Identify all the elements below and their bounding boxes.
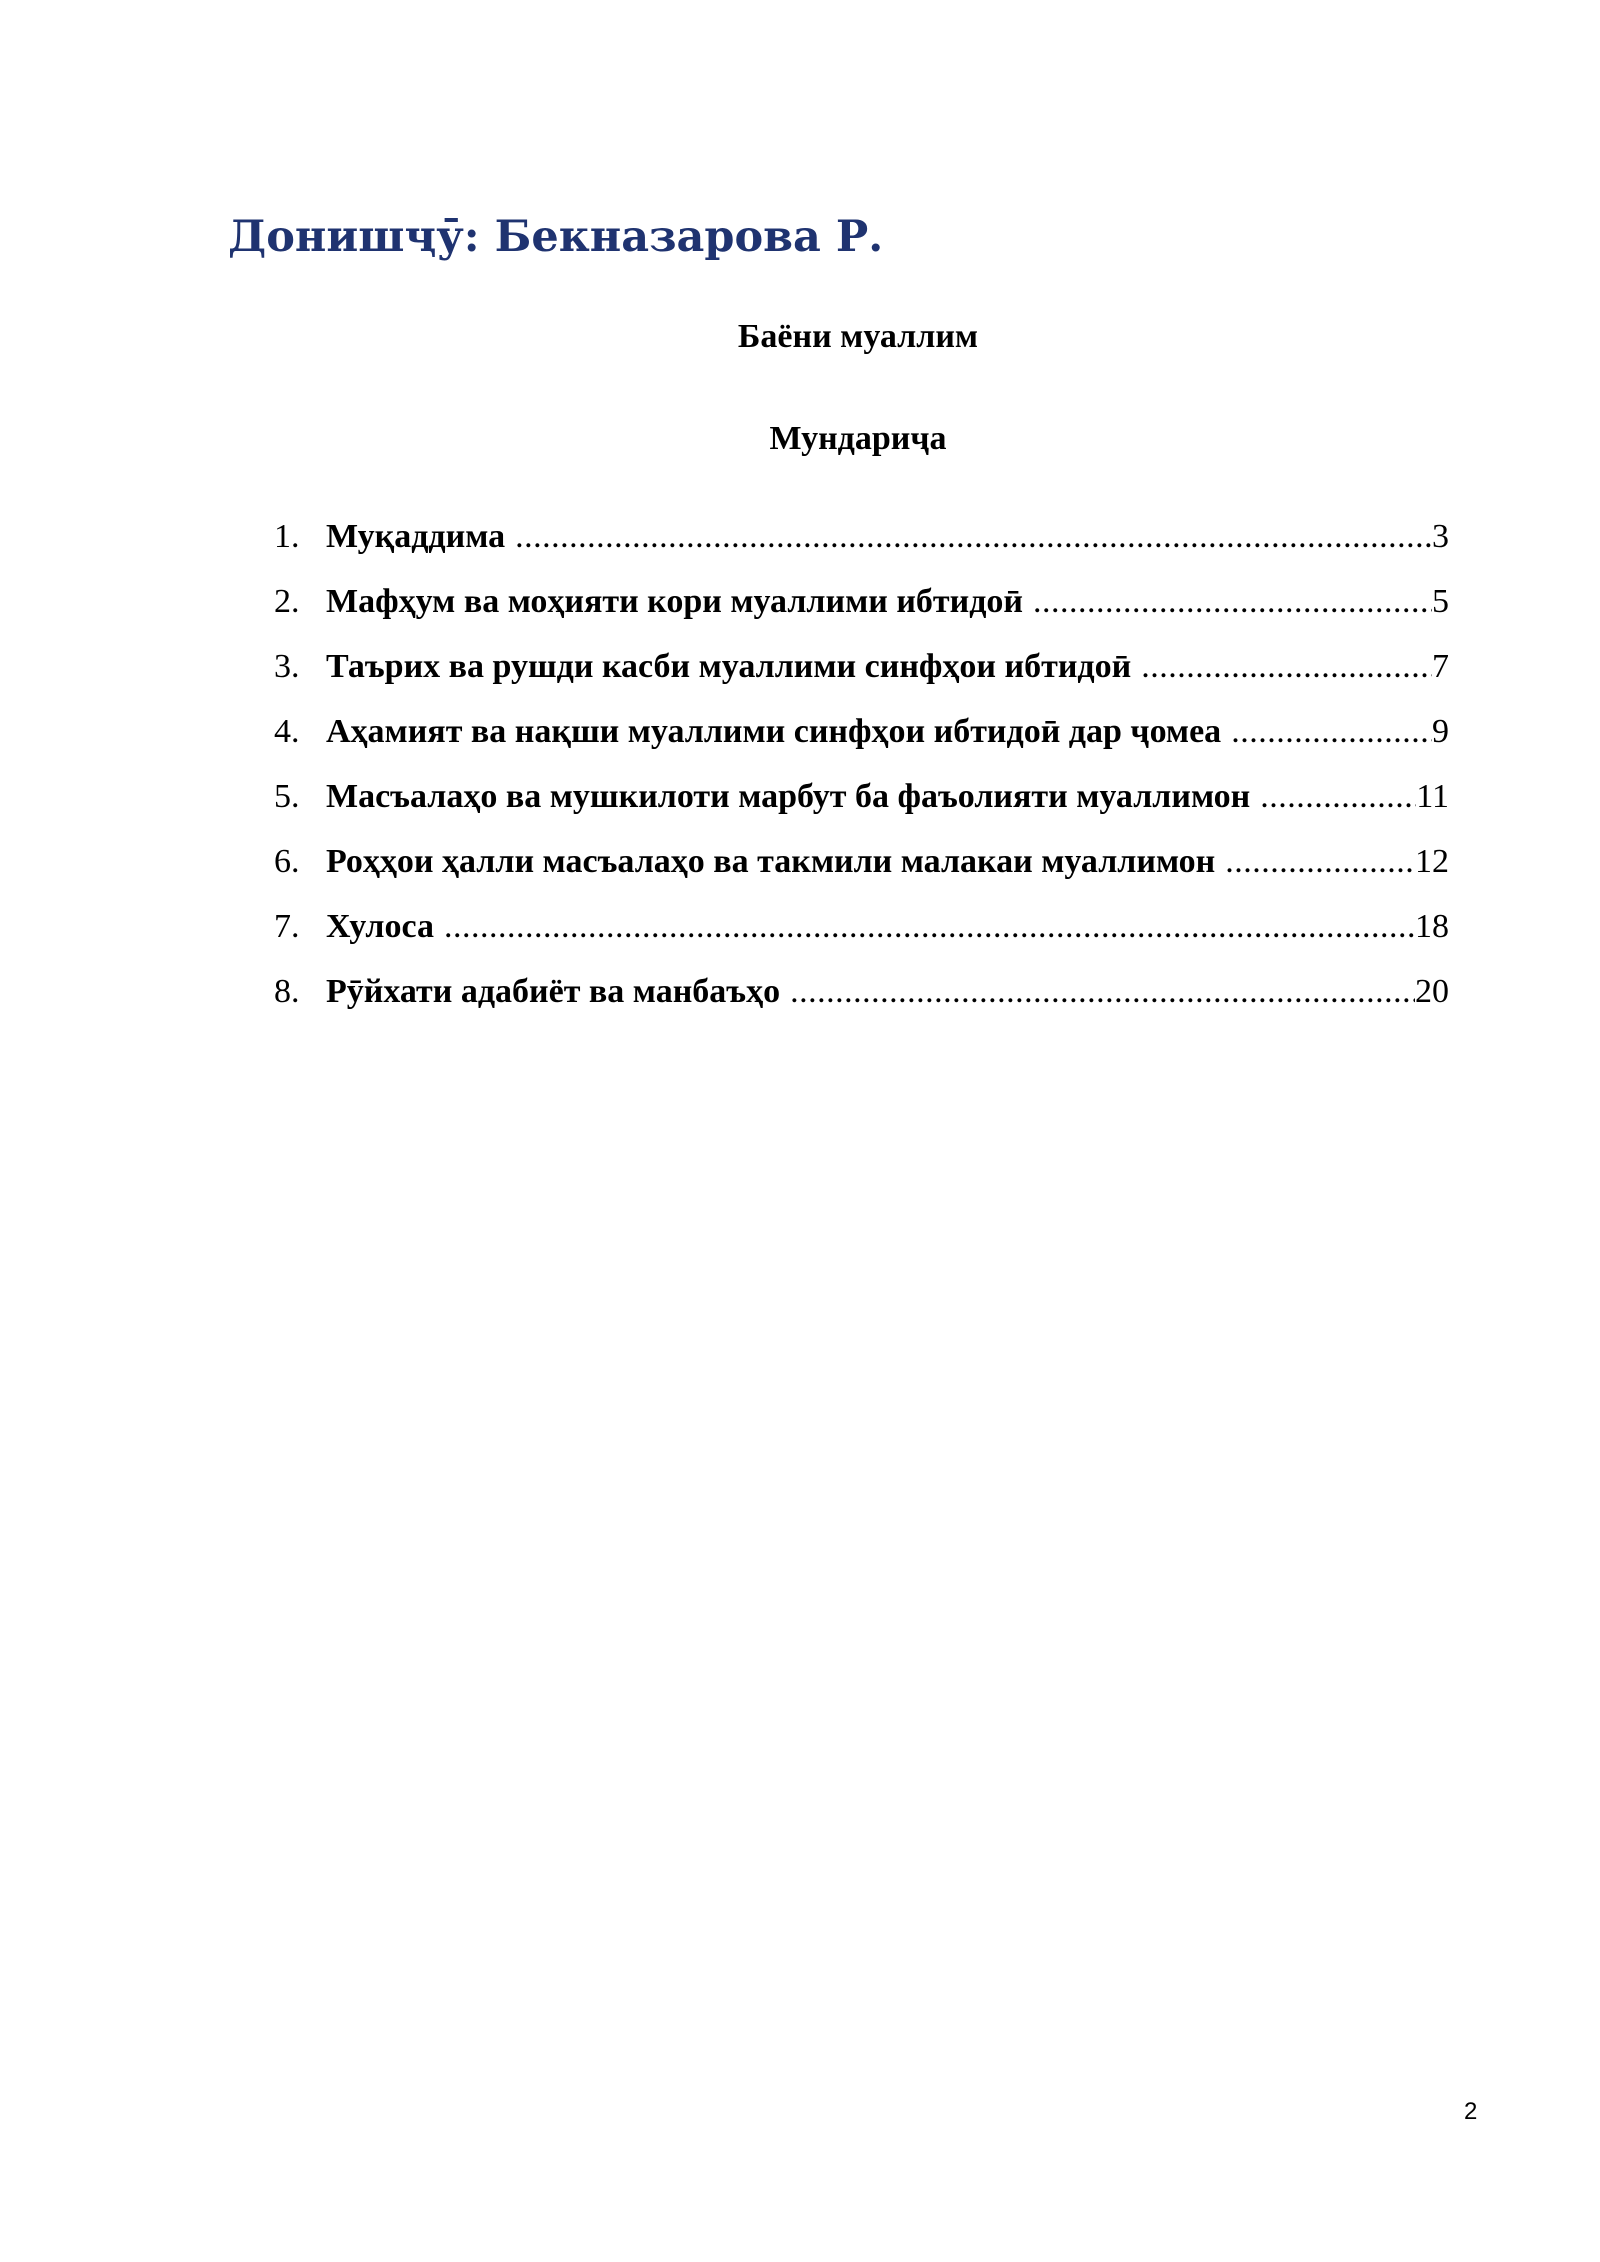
toc-leader-dots: [1225, 843, 1415, 881]
toc-item-4[interactable]: [274, 713, 1449, 778]
toc-item-label: Рӯйхати адабиёт ва манбаъҳо: [326, 973, 781, 1010]
toc-title: Мундариҷа: [769, 420, 947, 457]
toc-leader-dots: [515, 518, 1432, 556]
toc-leader-dots: [1260, 778, 1416, 816]
toc-item-label: Таърих ва рушди касби муаллими синфҳои ибтидоӣ: [326, 648, 1132, 685]
toc-item-6[interactable]: [274, 843, 1449, 908]
toc-item-number: 5.: [274, 778, 300, 815]
toc-leader-dots: [1231, 713, 1432, 751]
toc-leader-dots: [1141, 648, 1432, 686]
page-number: 2: [1464, 2098, 1478, 2125]
toc-item-number: 6.: [274, 843, 300, 880]
toc-item-2[interactable]: [274, 583, 1449, 648]
toc-item-number: 7.: [274, 908, 300, 945]
toc-item-label: Мафҳум ва моҳияти кори муаллими ибтидоӣ: [326, 583, 1023, 620]
toc-item-page: 9: [1432, 713, 1449, 750]
toc-leader-dots: [790, 973, 1415, 1011]
toc-item-number: 4.: [274, 713, 300, 750]
toc-item-5[interactable]: [274, 778, 1449, 843]
table-of-contents: [274, 518, 1449, 1038]
toc-leader-dots: [1033, 583, 1432, 621]
toc-item-label: Аҳамият ва нақши муаллими синфҳои ибтидоӣ дар ҷомеа: [326, 713, 1222, 750]
toc-item-page: 11: [1416, 778, 1449, 815]
toc-leader-dots: [444, 908, 1415, 946]
toc-item-page: 3: [1432, 518, 1449, 555]
toc-item-label: Масъалаҳо ва мушкилоти марбут ба фаъолияти муаллимон: [326, 778, 1251, 815]
toc-item-number: 3.: [274, 648, 300, 685]
toc-item-label: Роҳҳои ҳалли масъалаҳо ва такмили малакаи муаллимон: [326, 843, 1216, 880]
toc-item-number: 8.: [274, 973, 300, 1010]
toc-item-number: 1.: [274, 518, 300, 555]
toc-item-page: 18: [1415, 908, 1449, 945]
toc-item-7[interactable]: [274, 908, 1449, 973]
author-heading: Донишҷӯ: Бекназарова Р.: [228, 212, 884, 262]
toc-item-label: Хулоса: [326, 908, 434, 945]
toc-item-3[interactable]: [274, 648, 1449, 713]
toc-item-1[interactable]: [274, 518, 1449, 583]
toc-item-number: 2.: [274, 583, 300, 620]
toc-item-label: Муқаддима: [326, 518, 506, 555]
toc-item-page: 5: [1432, 583, 1449, 620]
toc-item-page: 20: [1415, 973, 1449, 1010]
toc-item-8[interactable]: [274, 973, 1449, 1038]
toc-item-page: 12: [1415, 843, 1449, 880]
toc-item-page: 7: [1432, 648, 1449, 685]
subtitle-heading: Баёни муаллим: [737, 318, 979, 355]
